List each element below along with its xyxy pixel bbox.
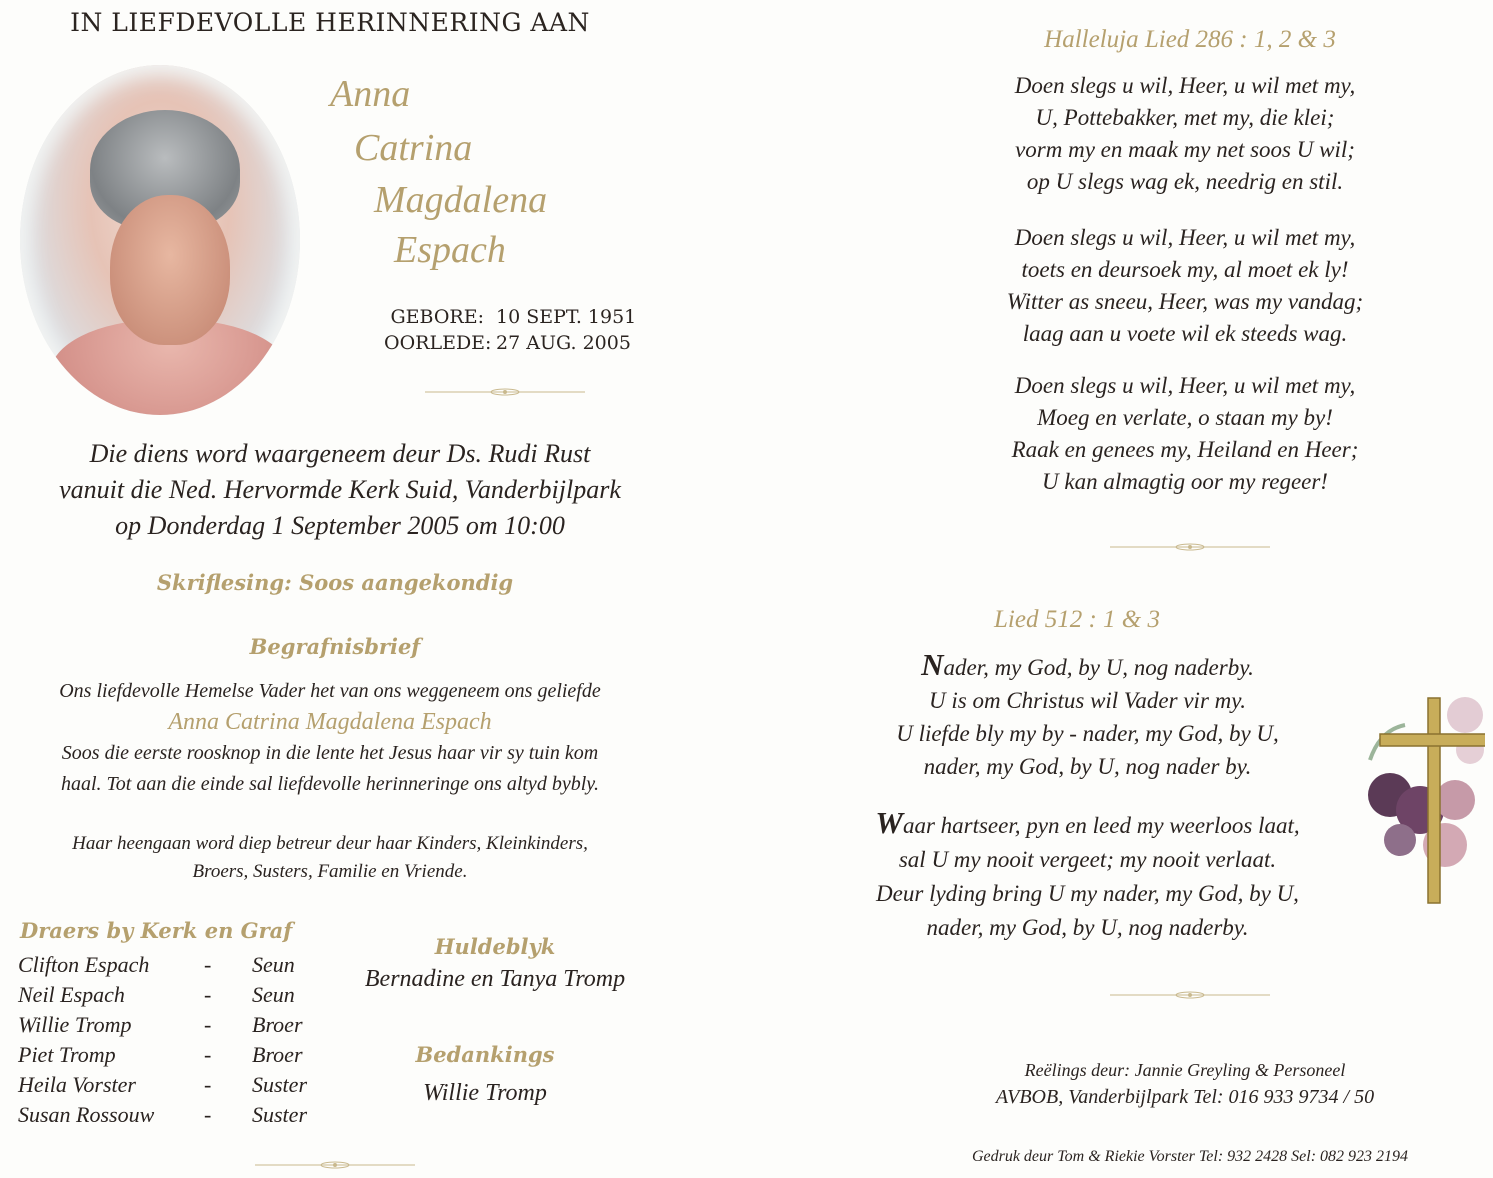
bearer-relation: Seun (252, 982, 295, 1007)
drop-cap: W (875, 805, 903, 840)
verse-line: Witter as sneeu, Heer, was my vandag; (1006, 289, 1364, 314)
bearer-relation: Broer (252, 1012, 303, 1037)
bearer-relation: Broer (252, 1042, 303, 1067)
bearer-relation: Suster (252, 1072, 307, 1097)
ornament-divider (1110, 990, 1270, 1000)
mourning-notice (0, 830, 660, 886)
scripture-reading: Skriflesing: Soos aangekondig (156, 570, 514, 595)
brief-name: Anna Catrina Magdalena Espach (168, 709, 492, 735)
verse-line: vorm my en maak my net soos U wil; (1015, 137, 1355, 162)
born-value: 10 SEPT. 1951 (496, 306, 637, 328)
bearer-name: Piet Tromp (18, 1042, 116, 1067)
verse-line: Doen slegs u wil, Heer, u wil met my, (1014, 73, 1356, 98)
ornament-divider (255, 1160, 415, 1170)
verse-line: Deur lyding bring U my nader, my God, by U, (876, 881, 1299, 906)
name-line-1: Anna (330, 73, 411, 115)
verse-line: nader, my God, by U, nog nader by. (923, 754, 1252, 779)
verse-line: nader, my God, by U, nog naderby. (926, 915, 1249, 940)
bearer-name: Susan Rossouw (18, 1102, 155, 1127)
verse-line: U is om Christus wil Vader vir my. (929, 688, 1246, 713)
arrangements-line-1: Reëlings deur: Jannie Greyling & Personeel (1024, 1060, 1346, 1080)
hymn2-verse-2 (840, 806, 1335, 945)
brief-line-3: Soos die eerste roosknop in die lente het Jesus haar vir sy tuin kom (61, 742, 599, 764)
verse-line: sal U my nooit vergeet; my nooit verlaat. (898, 847, 1277, 872)
cross-flowers-image (1360, 690, 1485, 905)
hymn1-verse-3 (960, 370, 1410, 498)
page-header: IN LIEFDEVOLLE HERINNERING AAN (70, 8, 590, 37)
verse-line: U, Pottebakker, met my, die klei; (1035, 105, 1335, 130)
born-label: GEBORE: (390, 306, 484, 328)
name-line-4: Espach (394, 229, 506, 271)
birth-date-row (384, 306, 636, 328)
verse-line: Raak en genees my, Heiland en Heer; (1011, 437, 1359, 462)
bearer-dash: - (204, 1072, 212, 1097)
bearer-name: Clifton Espach (18, 952, 150, 977)
died-label: OORLEDE: (384, 332, 492, 354)
verse-line: toets en deursoek my, al moet ek ly! (1021, 257, 1349, 282)
service-line-3: op Donderdag 1 September 2005 om 10:00 (115, 511, 565, 540)
brief-line-4: haal. Tot aan die einde sal liefdevolle herinneringe ons altyd bybly. (60, 773, 600, 795)
drop-cap: N (921, 647, 944, 682)
arrangements-line-2: AVBOB, Vanderbijlpark Tel: 016 933 9734 / 50 (995, 1086, 1375, 1108)
brief-line-1: Ons liefdevolle Hemelse Vader het van ons weggeneem ons geliefde (59, 680, 601, 702)
thanks-text: Willie Tromp (423, 1080, 547, 1106)
death-date-row (384, 332, 631, 354)
verse-line: op U slegs wag ek, needrig en stil. (1026, 169, 1344, 194)
bearer-name: Neil Espach (18, 982, 125, 1007)
mourn-line-1: Haar heengaan word diep betreur deur haar Kinders, Kleinkinders, (72, 833, 588, 854)
verse-line: U liefde bly my by - nader, my God, by U, (896, 721, 1279, 746)
bearer-dash: - (204, 1012, 212, 1037)
brief-title: Begrafnisbrief (249, 634, 421, 659)
verse-line: Waar hartseer, pyn en leed my weerloos laat, (875, 805, 1300, 840)
bearers-title: Draers by Kerk en Graf (20, 918, 293, 943)
bearer-dash: - (204, 952, 212, 977)
name-line-3: Magdalena (374, 179, 548, 221)
mourn-line-2: Broers, Susters, Familie en Vriende. (192, 861, 468, 882)
verse-line: U kan almagtig oor my regeer! (1042, 469, 1328, 494)
bearer-relation: Suster (252, 1102, 307, 1127)
name-line-2: Catrina (354, 127, 473, 169)
thanks-title: Bedankings (415, 1042, 555, 1067)
bearer-dash: - (204, 1042, 212, 1067)
hymn2-title: Lied 512 : 1 & 3 (994, 606, 1160, 633)
verse-line: Nader, my God, by U, nog naderby. (921, 647, 1254, 682)
printer-credit: Gedruk deur Tom & Riekie Vorster Tel: 932 2428 Sel: 082 923 2194 (971, 1148, 1409, 1165)
hymn1-verse-1 (960, 70, 1410, 198)
verse-line: Moeg en verlate, o staan my by! (1037, 405, 1333, 430)
verse-line: Doen slegs u wil, Heer, u wil met my, (1014, 225, 1356, 250)
died-value: 27 AUG. 2005 (496, 332, 631, 354)
bearer-name: Heila Vorster (18, 1072, 136, 1097)
verse-line: laag aan u voete wil ek steeds wag. (1022, 321, 1348, 346)
bearer-dash: - (204, 982, 212, 1007)
bearer-dash: - (204, 1102, 212, 1127)
bearer-relation: Seun (252, 952, 295, 977)
portrait-photo (20, 65, 300, 415)
bearer-name: Willie Tromp (18, 1012, 132, 1037)
burial-letter (20, 676, 640, 800)
verse-line: Doen slegs u wil, Heer, u wil met my, (1014, 373, 1356, 398)
tribute-title: Huldeblyk (434, 934, 556, 959)
hymn1-title: Halleluja Lied 286 : 1, 2 & 3 (1044, 26, 1336, 53)
service-details (0, 436, 680, 544)
hymn2-verse-1 (840, 648, 1335, 783)
service-line-2: vanuit die Ned. Hervormde Kerk Suid, Vanderbijlpark (59, 475, 621, 504)
tribute-text: Bernadine en Tanya Tromp (364, 966, 626, 992)
hymn1-verse-2 (960, 222, 1410, 350)
ornament-divider (1110, 542, 1270, 552)
ornament-divider (425, 387, 585, 397)
service-line-1: Die diens word waargeneem deur Ds. Rudi Rust (89, 439, 591, 468)
